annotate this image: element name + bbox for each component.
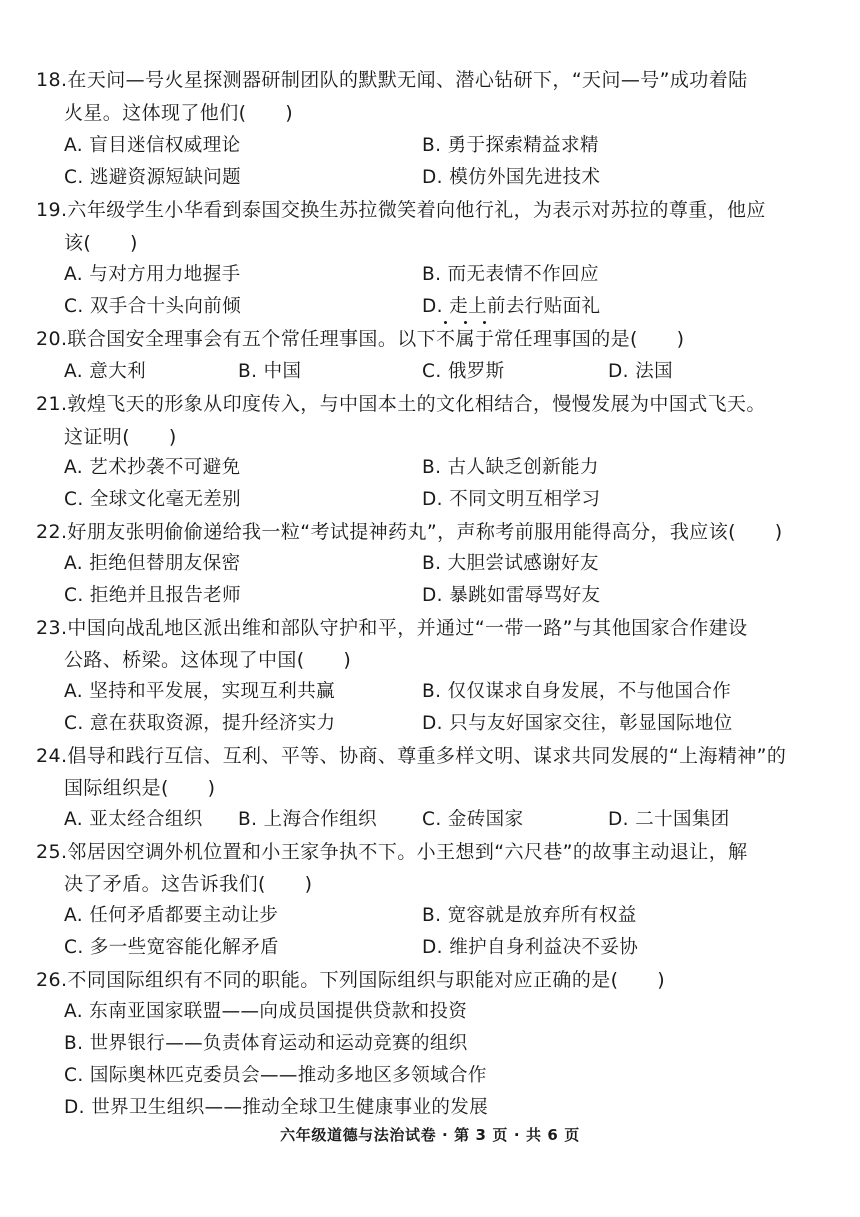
question-19-option-c[interactable]: C. 双手合十头向前倾 bbox=[64, 296, 242, 317]
question-18-option-a[interactable]: A. 盲目迷信权威理论 bbox=[64, 135, 241, 156]
question-20-stem-prefix: 20.联合国安全理事会有五个常任理事国。以下 bbox=[36, 328, 437, 350]
question-22-option-c[interactable]: C. 拒绝并且报告老师 bbox=[64, 585, 242, 606]
question-21-option-b[interactable]: B. 古人缺乏创新能力 bbox=[422, 457, 599, 478]
question-25-stem-line-1: 25.邻居因空调外机位置和小王家争执不下。小王想到“六尺巷”的故事主动退让，解 bbox=[36, 841, 748, 863]
question-24-option-d[interactable]: D. 二十国集团 bbox=[608, 809, 730, 830]
question-21-stem-line-1: 21.敦煌飞天的形象从印度传入，与中国本土的文化相结合，慢慢发展为中国式飞天。 bbox=[36, 393, 766, 415]
question-20-stem-suffix: 常任理事国的是( ) bbox=[494, 328, 685, 350]
question-18-stem-line-2: 火星。这体现了他们( ) bbox=[64, 102, 294, 124]
question-21-stem-line-2: 这证明( ) bbox=[64, 426, 177, 448]
question-20-option-a[interactable]: A. 意大利 bbox=[64, 361, 146, 382]
question-19-option-a[interactable]: A. 与对方用力地握手 bbox=[64, 264, 241, 285]
page-footer: 六年级道德与法治试卷 · 第 3 页 · 共 6 页 bbox=[280, 1126, 580, 1144]
question-24-stem-line-2: 国际组织是( ) bbox=[64, 777, 216, 799]
question-22-option-a[interactable]: A. 拒绝但替朋友保密 bbox=[64, 553, 241, 574]
question-23-option-c[interactable]: C. 意在获取资源，提升经济实力 bbox=[64, 713, 336, 734]
question-20-option-c[interactable]: C. 俄罗斯 bbox=[422, 361, 505, 382]
question-20-option-d[interactable]: D. 法国 bbox=[608, 361, 674, 382]
question-19-stem-line-2: 该( ) bbox=[64, 232, 138, 254]
question-25-option-d[interactable]: D. 维护自身利益决不妥协 bbox=[422, 937, 639, 958]
question-24-option-a[interactable]: A. 亚太经合组织 bbox=[64, 809, 203, 830]
emphasis-char-belong: 属 bbox=[455, 328, 475, 350]
question-24-option-b[interactable]: B. 上海合作组织 bbox=[238, 809, 378, 830]
question-24-option-c[interactable]: C. 金砖国家 bbox=[422, 809, 524, 830]
question-18-option-d[interactable]: D. 模仿外国先进技术 bbox=[422, 167, 601, 188]
question-24-stem-line-1: 24.倡导和践行互信、互利、平等、协商、尊重多样文明、谋求共同发展的“上海精神”的 bbox=[36, 745, 787, 767]
question-25-option-b[interactable]: B. 宽容就是放弃所有权益 bbox=[422, 905, 637, 926]
question-20-stem-line-1 bbox=[36, 327, 684, 351]
question-22-option-d[interactable]: D. 暴跳如雷辱骂好友 bbox=[422, 585, 601, 606]
question-20-option-b[interactable]: B. 中国 bbox=[238, 361, 302, 382]
question-22-option-b[interactable]: B. 大胆尝试感谢好友 bbox=[422, 553, 599, 574]
question-18-stem-line-1: 18.在天问—号火星探测器研制团队的默默无闻、潜心钻研下，“天问—号”成功着陆 bbox=[36, 69, 748, 91]
question-23-option-d[interactable]: D. 只与友好国家交往，彰显国际地位 bbox=[422, 713, 733, 734]
question-25-option-a[interactable]: A. 任何矛盾都要主动让步 bbox=[64, 905, 279, 926]
question-25-stem-line-2: 决了矛盾。这告诉我们( ) bbox=[64, 873, 313, 895]
question-21-option-d[interactable]: D. 不同文明互相学习 bbox=[422, 489, 601, 510]
question-23-option-a[interactable]: A. 坚持和平发展，实现互利共赢 bbox=[64, 681, 335, 702]
question-26-stem-line-1: 26.不同国际组织有不同的职能。下列国际组织与职能对应正确的是( ) bbox=[36, 969, 666, 991]
question-26-option-a[interactable]: A. 东南亚国家联盟——向成员国提供贷款和投资 bbox=[64, 1001, 468, 1022]
question-21-option-c[interactable]: C. 全球文化毫无差别 bbox=[64, 489, 242, 510]
question-26-option-b[interactable]: B. 世界银行——负责体育运动和运动竞赛的组织 bbox=[64, 1033, 468, 1054]
question-18-option-b[interactable]: B. 勇于探索精益求精 bbox=[422, 135, 599, 156]
emphasis-char-to: 于 bbox=[474, 328, 495, 350]
question-25-option-c[interactable]: C. 多一些宽容能化解矛盾 bbox=[64, 937, 279, 958]
question-26-option-d[interactable]: D. 世界卫生组织——推动全球卫生健康事业的发展 bbox=[64, 1097, 489, 1118]
question-23-stem-line-1: 23.中国向战乱地区派出维和部队守护和平，并通过“一带一路”与其他国家合作建设 bbox=[36, 617, 748, 639]
question-23-stem-line-2: 公路、桥梁。这体现了中国( ) bbox=[64, 649, 352, 671]
question-26-option-c[interactable]: C. 国际奥林匹克委员会——推动多地区多领域合作 bbox=[64, 1065, 487, 1086]
question-19-option-d[interactable]: D. 走上前去行贴面礼 bbox=[422, 296, 601, 317]
emphasis-char-not: 不 bbox=[436, 328, 456, 350]
question-18-option-c[interactable]: C. 逃避资源短缺问题 bbox=[64, 167, 242, 188]
question-22-stem-line-1: 22.好朋友张明偷偷递给我一粒“考试提神药丸”，声称考前服用能得高分，我应该( ) bbox=[36, 521, 783, 543]
question-19-option-b[interactable]: B. 而无表情不作回应 bbox=[422, 264, 599, 285]
question-23-option-b[interactable]: B. 仅仅谋求自身发展，不与他国合作 bbox=[422, 681, 732, 702]
question-19-stem-line-1: 19.六年级学生小华看到泰国交换生苏拉微笑着向他行礼，为表示对苏拉的尊重，他应 bbox=[36, 199, 766, 221]
question-21-option-a[interactable]: A. 艺术抄袭不可避免 bbox=[64, 457, 241, 478]
